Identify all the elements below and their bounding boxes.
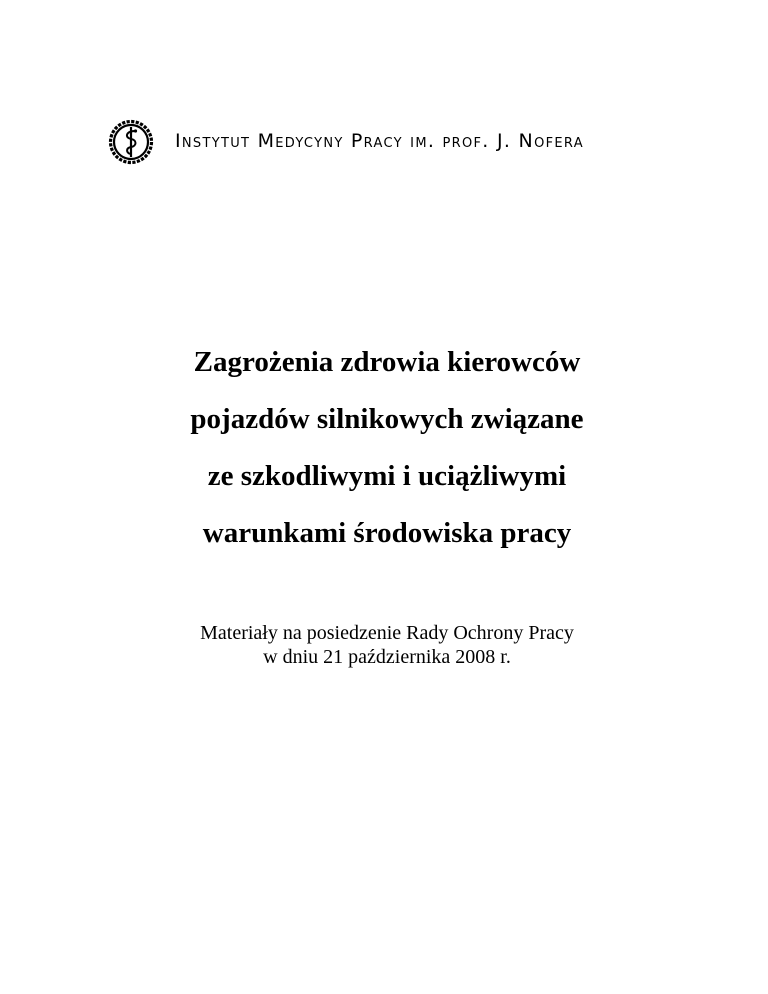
document-subtitle [0, 621, 768, 669]
document-title [0, 334, 768, 562]
institute-header [107, 118, 707, 166]
title-line-4: warunkami środowiska pracy [202, 517, 572, 549]
title-line-2: pojazdów silnikowych związane [190, 403, 584, 435]
subtitle-line-2: w dniu 21 października 2008 r. [263, 646, 511, 668]
title-line-1: Zagrożenia zdrowia kierowców [193, 346, 581, 378]
staff-of-asclepius-seal-icon [107, 118, 155, 166]
institute-name: Instytut Medycyny Pracy im. prof. J. Nofera [175, 130, 584, 152]
subtitle-line-1: Materiały na posiedzenie Rady Ochrony Pracy [200, 622, 574, 644]
title-line-3: ze szkodliwymi i uciążliwymi [207, 460, 567, 492]
